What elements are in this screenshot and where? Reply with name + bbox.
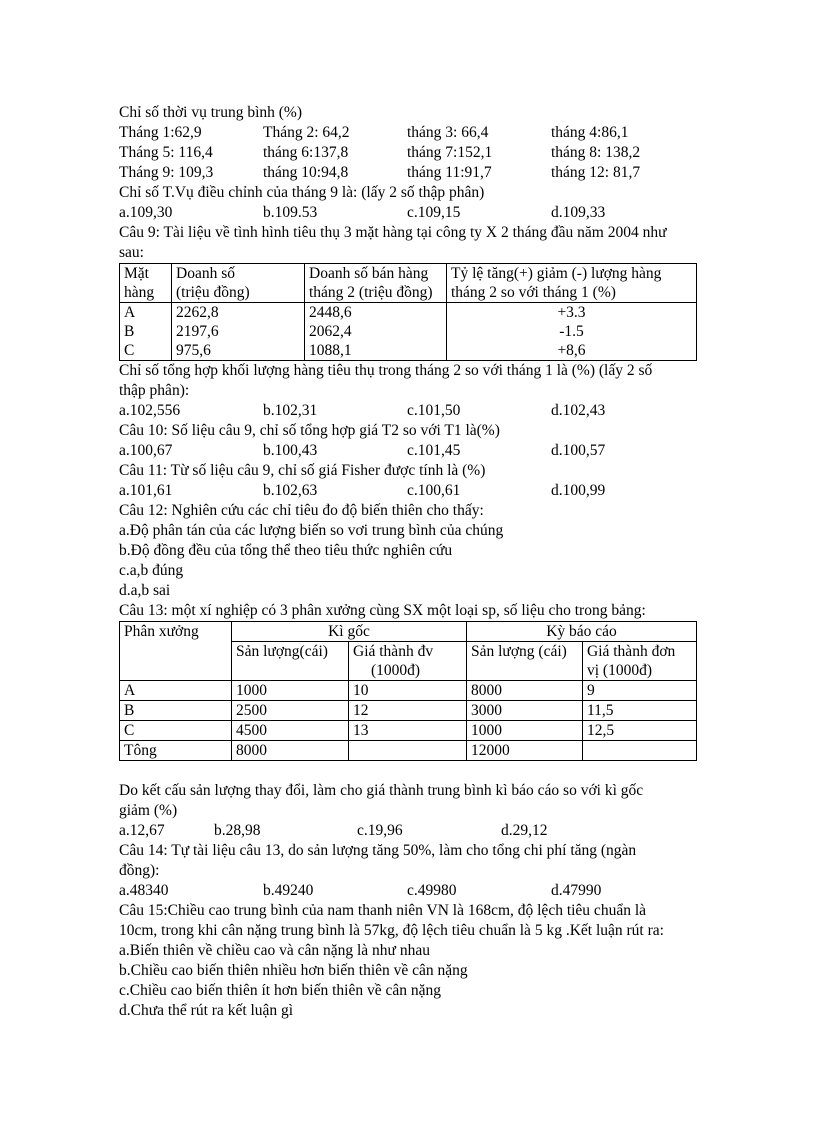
seasonal-value: tháng 3: 66,4: [407, 124, 489, 141]
q15-text: Câu 15:Chiều cao trung bình của nam thanh niên VN là 168cm, độ lệch tiêu chuẩn là: [119, 902, 647, 919]
p1-cell: 11,5: [583, 701, 697, 721]
q1-cell: 3000: [467, 701, 583, 721]
total-q1: 12000: [467, 741, 583, 761]
q14-text-cont: đồng):: [119, 862, 160, 879]
header-cell: Doanh số bán hàng tháng 2 (triệu đồng): [305, 264, 447, 303]
q14-options: [119, 881, 699, 901]
option-d: d.100,99: [551, 482, 606, 499]
table-row: [120, 721, 697, 741]
seasonal-question: Chỉ số T.Vụ điều chỉnh của tháng 9 là: (lấy 2 số thập phân): [119, 184, 485, 201]
option-b: b.Chiều cao biến thiên nhiều hơn biến thiên về cân nặng: [119, 962, 468, 979]
option-a: a.102,556: [119, 402, 181, 419]
q11-text: Câu 11: Từ số liệu câu 9, chỉ số giá Fisher được tính là (%): [119, 462, 486, 479]
q9-text: Câu 9: Tài liệu về tình hình tiêu thụ 3 mặt hàng tại công ty X 2 tháng đầu năm 2004 như: [119, 224, 667, 241]
q0-cell: 2500: [232, 701, 349, 721]
header-cell: Mặt hàng: [120, 264, 172, 303]
p0-cell: 12: [349, 701, 467, 721]
seasonal-row: [119, 123, 699, 143]
seasonal-value: Tháng 9: 109,3: [119, 164, 214, 181]
option-c: c.Chiều cao biến thiên ít hơn biến thiên về cân nặng: [119, 982, 441, 999]
total-q0: 8000: [232, 741, 349, 761]
option-c: c.109,15: [407, 204, 461, 221]
seasonal-value: tháng 8: 138,2: [551, 144, 641, 161]
sales2-cell: 1088,1: [305, 341, 447, 361]
sales1-cell: 2262,8: [172, 303, 305, 323]
option-a: a.12,67: [119, 822, 165, 839]
q9-question: Chỉ số tổng hợp khối lượng hàng tiêu thụ trong tháng 2 so với tháng 1 là (%) (lấy 2 số: [119, 362, 653, 379]
q14-text: Câu 14: Tự tài liệu câu 13, do sản lượng tăng 50%, làm cho tổng chi phí tăng (ngàn: [119, 842, 637, 859]
seasonal-value: Tháng 2: 64,2: [263, 124, 350, 141]
change-cell: -1.5: [447, 322, 697, 341]
seasonal-value: tháng 7:152,1: [407, 144, 493, 161]
q15-text-cont: 10cm, trong khi cân nặng trung bình là 57kg, độ lệch tiêu chuẩn là 5 kg .Kết luận rút ra:: [119, 922, 664, 939]
header-cell: Kì gốc: [232, 622, 467, 642]
option-a: a.48340: [119, 882, 169, 899]
option-b: b.109.53: [263, 204, 318, 221]
q9-table: [119, 263, 697, 361]
item-cell: C: [120, 341, 172, 361]
option-b: b.102,63: [263, 482, 318, 499]
seasonal-value: tháng 11:91,7: [407, 164, 492, 181]
q13-question: Do kết cấu sản lượng thay đổi, làm cho giá thành trung bình kì báo cáo so với kì gốc: [119, 782, 644, 799]
table-row: [120, 341, 697, 361]
q13-text: Câu 13: một xí nghiệp có 3 phân xưởng cùng SX một loại sp, số liệu cho trong bảng:: [119, 602, 646, 619]
sales2-cell: 2062,4: [305, 322, 447, 341]
seasonal-value: tháng 4:86,1: [551, 124, 629, 141]
table-row: [120, 701, 697, 721]
seasonal-options: [119, 203, 699, 223]
q9-options: [119, 401, 699, 421]
item-cell: A: [120, 303, 172, 323]
header-cell: Phân xưởng: [120, 622, 232, 681]
total-p1: [583, 741, 697, 761]
total-label: Tông: [120, 741, 232, 761]
header-cell: Sản lượng (cái): [467, 642, 583, 681]
q11-options: [119, 481, 699, 501]
total-p0: [349, 741, 467, 761]
option-a: a.101,61: [119, 482, 173, 499]
option-c: c.101,50: [407, 402, 461, 419]
header-cell: Giá thành đv (1000đ): [349, 642, 467, 681]
option-d: d.a,b sai: [119, 582, 171, 599]
option-c: c.100,61: [407, 482, 461, 499]
seasonal-value: Tháng 5: 116,4: [119, 144, 213, 161]
table-row: [120, 303, 697, 323]
option-b: b.100,43: [263, 442, 318, 459]
option-d: d.Chưa thể rút ra kết luận gì: [119, 1002, 294, 1019]
option-a: a.Biến thiên về chiều cao và cân nặng là như nhau: [119, 942, 430, 959]
option-a: a.Độ phân tán của các lượng biến so vơi trung bình của chúng: [119, 522, 504, 539]
seasonal-value: Tháng 1:62,9: [119, 124, 202, 141]
q13-table: [119, 621, 697, 761]
seasonal-value: tháng 6:137,8: [263, 144, 349, 161]
p0-cell: 13: [349, 721, 467, 741]
option-d: d.47990: [551, 882, 602, 899]
p0-cell: 10: [349, 681, 467, 701]
workshop-cell: B: [120, 701, 232, 721]
option-b: b.102,31: [263, 402, 318, 419]
table-row: [120, 681, 697, 701]
q9-text-cont: sau:: [119, 244, 144, 261]
sales2-cell: 2448,6: [305, 303, 447, 323]
q1-cell: 8000: [467, 681, 583, 701]
table-header-row: [120, 622, 697, 642]
option-c: c.a,b đúng: [119, 562, 184, 579]
table-row: [120, 322, 697, 341]
seasonal-row: [119, 143, 699, 163]
header-cell: Tỷ lệ tăng(+) giảm (-) lượng hàng tháng 2 so với tháng 1 (%): [447, 264, 697, 303]
q13-options: [119, 821, 699, 841]
option-b: b.28,98: [214, 822, 261, 839]
table-total-row: [120, 741, 697, 761]
p1-cell: 12,5: [583, 721, 697, 741]
q0-cell: 4500: [232, 721, 349, 741]
option-d: d.102,43: [551, 402, 606, 419]
header-cell: Doanh số (triệu đồng): [172, 264, 305, 303]
option-b: b.Độ đồng đều của tổng thể theo tiêu thức nghiên cứu: [119, 542, 453, 559]
sales1-cell: 975,6: [172, 341, 305, 361]
q10-options: [119, 441, 699, 461]
document-page: [119, 103, 699, 1021]
option-c: c.19,96: [357, 822, 403, 839]
option-d: d.109,33: [551, 204, 606, 221]
option-d: d.29,12: [501, 822, 548, 839]
p1-cell: 9: [583, 681, 697, 701]
table-header-row: [120, 264, 697, 303]
q0-cell: 1000: [232, 681, 349, 701]
change-cell: +8,6: [447, 341, 697, 361]
option-d: d.100,57: [551, 442, 606, 459]
option-a: a.100,67: [119, 442, 173, 459]
workshop-cell: C: [120, 721, 232, 741]
option-a: a.109,30: [119, 204, 173, 221]
item-cell: B: [120, 322, 172, 341]
option-c: c.49980: [407, 882, 457, 899]
seasonal-title: Chỉ số thời vụ trung bình (%): [119, 104, 302, 121]
q13-question-cont: giảm (%): [119, 802, 178, 819]
seasonal-row: [119, 163, 699, 183]
option-b: b.49240: [263, 882, 314, 899]
sales1-cell: 2197,6: [172, 322, 305, 341]
option-c: c.101,45: [407, 442, 461, 459]
header-cell: Sản lượng(cái): [232, 642, 349, 681]
header-cell: Kỳ báo cáo: [467, 622, 697, 642]
header-cell: Giá thành đơn vị (1000đ): [583, 642, 697, 681]
workshop-cell: A: [120, 681, 232, 701]
seasonal-value: tháng 10:94,8: [263, 164, 349, 181]
q12-text: Câu 12: Nghiên cứu các chỉ tiêu đo độ biến thiên cho thấy:: [119, 502, 484, 519]
q9-question-cont: thập phân):: [119, 382, 190, 399]
q1-cell: 1000: [467, 721, 583, 741]
q10-text: Câu 10: Số liệu câu 9, chỉ số tổng hợp giá T2 so với T1 là(%): [119, 422, 500, 439]
seasonal-value: tháng 12: 81,7: [551, 164, 641, 181]
change-cell: +3.3: [447, 303, 697, 323]
